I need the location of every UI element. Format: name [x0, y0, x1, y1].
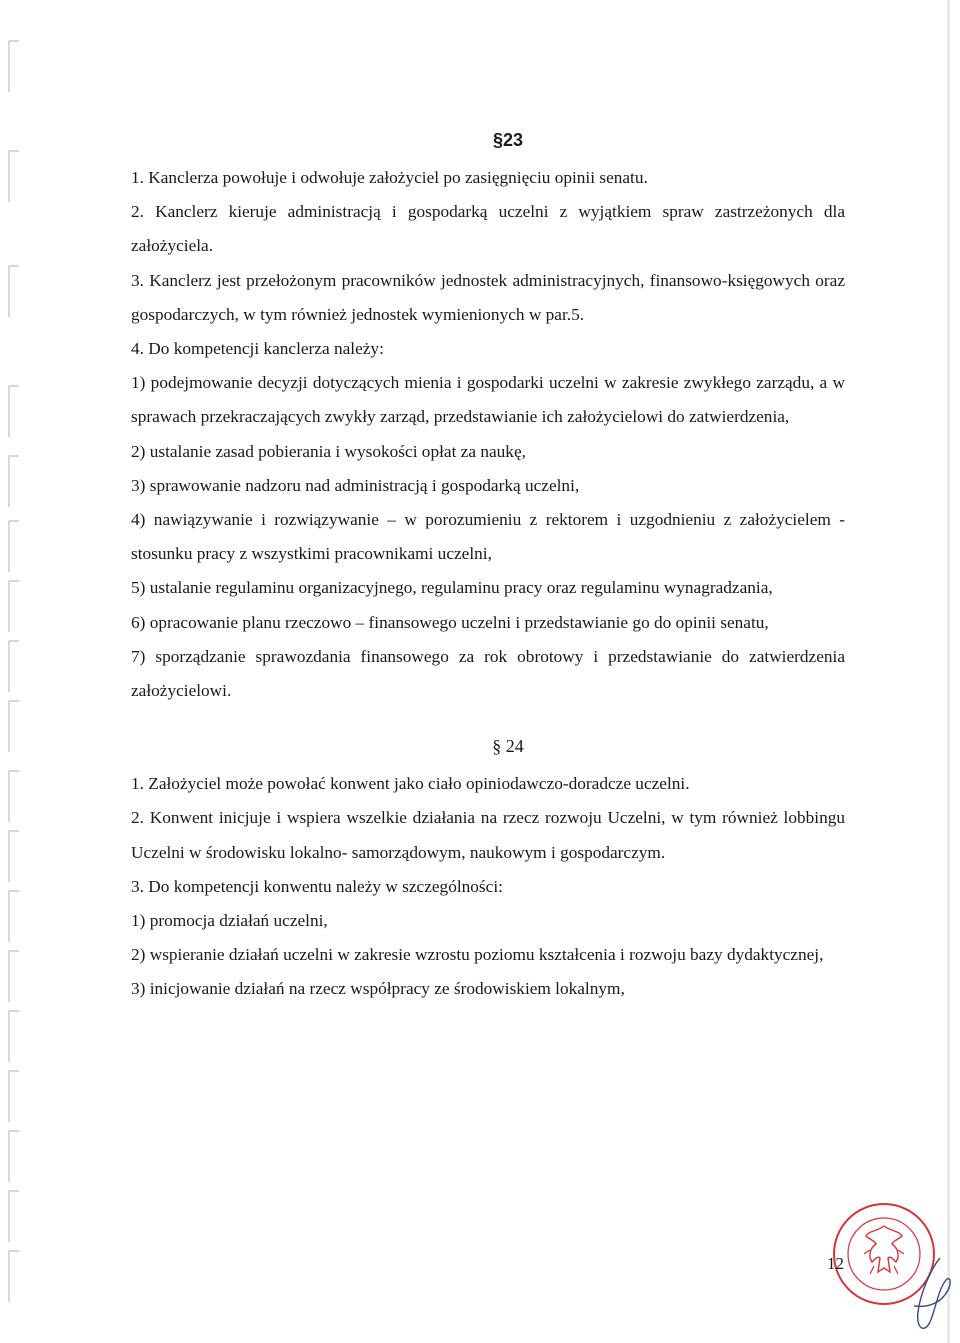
- list-item: 7) sporządzanie sprawozdania finansowego za rok obrotowy i przedstawianie do zatwierdzenia założycielowi.: [131, 646, 845, 701]
- paragraph: 2. Kanclerz kieruje administracją i gospodarką uczelni z wyjątkiem spraw zastrzeżonych dla założyciela.: [131, 202, 845, 256]
- list-item: 4) nawiązywanie i rozwiązywanie – w porozumieniu z rektorem i uzgodnieniu z założycielem - stosunku pracy z wszystkimi pracownikami uczelni,: [131, 510, 845, 564]
- list-item: 3) inicjowanie działań na rzecz współpracy ze środowiskiem lokalnym,: [131, 979, 625, 999]
- paragraph: 3. Do kompetencji konwentu należy w szczególności:: [131, 876, 503, 896]
- section-heading: §23: [492, 130, 524, 150]
- list-item: 2) ustalanie zasad pobierania i wysokości opłat za naukę,: [131, 441, 526, 461]
- paragraph: 1. Założyciel może powołać konwent jako ciało opiniodawczo-doradcze uczelni.: [131, 774, 690, 794]
- paragraph: 4. Do kompetencji kanclerza należy:: [131, 339, 384, 359]
- list-item: 5) ustalanie regulaminu organizacyjnego, regulaminu pracy oraz regulaminu wynagradzania,: [131, 578, 773, 598]
- paragraph: 1. Kanclerza powołuje i odwołuje założyciel po zasięgnięciu opinii senatu.: [131, 168, 648, 187]
- document-body: [131, 130, 845, 1007]
- paragraph: 3. Kanclerz jest przełożonym pracowników jednostek administracyjnych, finansowo-księgowych oraz gospodarczych, w tym również jednostek wymienionych w par.5.: [131, 270, 845, 324]
- list-item: 2) wspieranie działań uczelni w zakresie wzrostu poziomu kształcenia i rozwoju bazy dydaktycznej,: [131, 945, 824, 965]
- list-item: 1) podejmowanie decyzji dotyczących mienia i gospodarki uczelni w zakresie zwykłego zarządu, a w sprawach przekraczających zwykły zarząd, przedstawianie ich założycielowi do zatwierdzenia,: [131, 373, 845, 427]
- list-item: 1) promocja działań uczelni,: [131, 911, 328, 931]
- page-edge: [947, 0, 950, 1343]
- list-item: 6) opracowanie planu rzeczowo – finansowego uczelni i przedstawianie go do opinii senatu,: [131, 612, 769, 632]
- section-24: [131, 736, 845, 1006]
- section-heading: § 24: [492, 736, 524, 757]
- signature-icon: [900, 1250, 955, 1340]
- list-item: 3) sprawowanie nadzoru nad administracją i gospodarką uczelni,: [131, 475, 580, 495]
- page-number: 12: [827, 1254, 844, 1273]
- section-23: [131, 130, 845, 708]
- paragraph: 2. Konwent inicjuje i wspiera wszelkie działania na rzecz rozwoju Uczelni, w tym również lobbingu Uczelni w środowisku lokalno- samorządowym, naukowym i gospodarczym.: [131, 808, 845, 862]
- binder-marks: [8, 0, 22, 1343]
